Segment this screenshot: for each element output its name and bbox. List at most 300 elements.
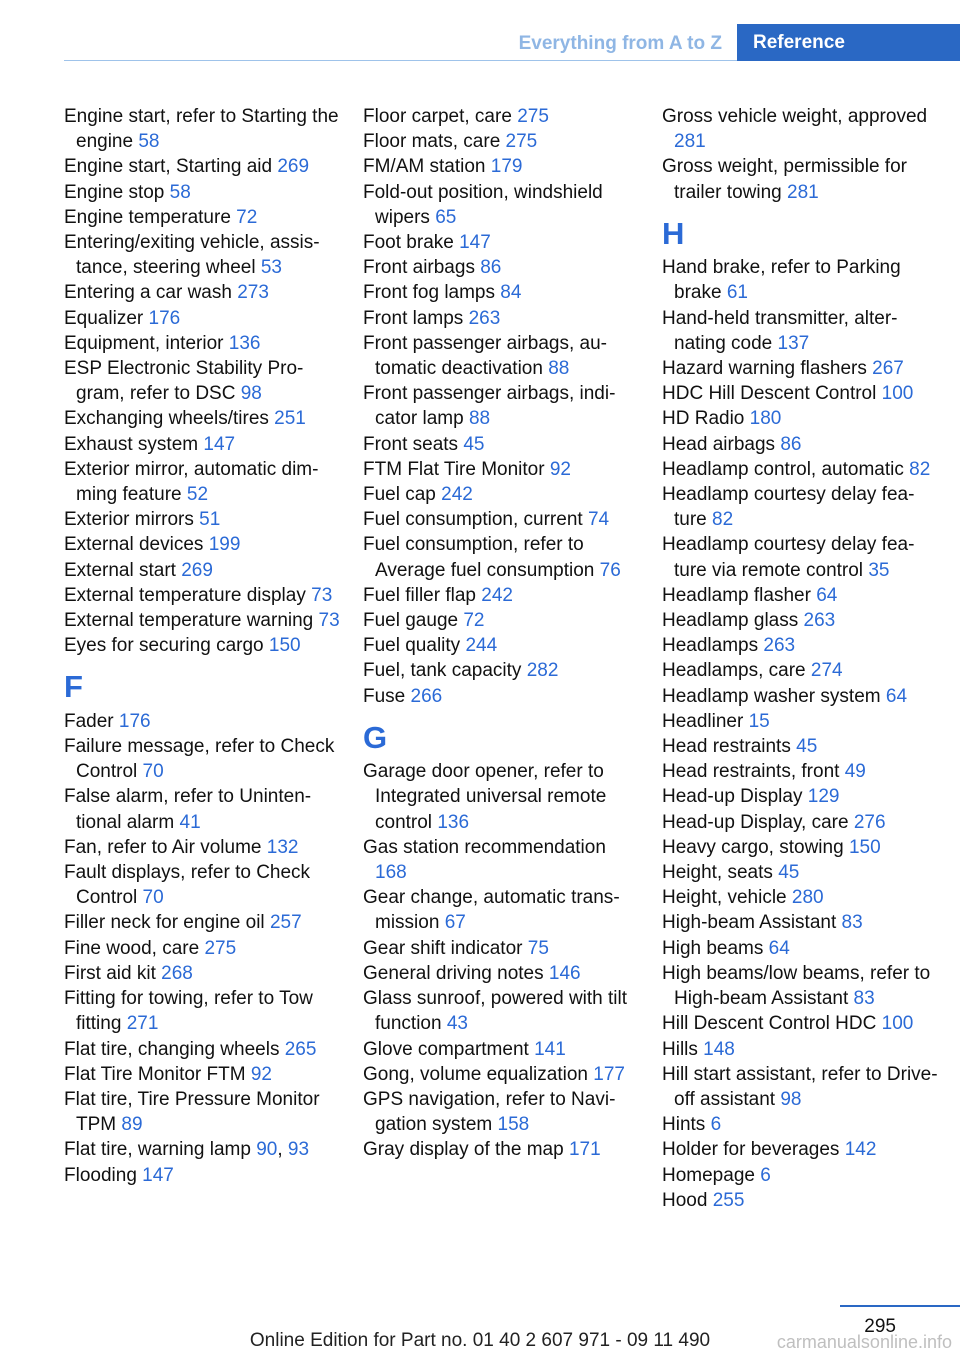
page-reference-link[interactable]: 86: [780, 433, 802, 455]
index-term: Garage door opener, refer to Integrated universal remote control: [363, 761, 607, 833]
index-term: Flat tire, Tire Pressure Monitor TPM: [64, 1088, 320, 1136]
index-entry: [64, 406, 342, 431]
page-reference-link[interactable]: 82: [712, 509, 734, 531]
page-reference-link[interactable]: 242: [441, 484, 473, 506]
index-entry: [662, 608, 940, 633]
index-term: Floor carpet, care: [363, 106, 512, 127]
index-entry: [363, 306, 641, 331]
index-entry: [64, 180, 342, 205]
page-reference-link[interactable]: 147: [459, 232, 491, 254]
index-term: Head airbags: [662, 433, 776, 455]
page-reference-link[interactable]: 136: [228, 332, 261, 354]
index-term: High beams: [662, 937, 764, 959]
index-entry: [64, 1087, 342, 1137]
index-entry: [363, 684, 641, 709]
index-entry: [64, 558, 342, 583]
page-reference-link[interactable]: 58: [169, 181, 191, 203]
page-reference-link[interactable]: 65: [435, 206, 457, 228]
index-term: Entering a car wash: [64, 282, 232, 304]
index-term: Flooding: [64, 1164, 137, 1186]
index-term: Fuel consumption, current: [363, 509, 583, 531]
page-reference-link[interactable]: 64: [768, 937, 790, 959]
page-reference-link[interactable]: 146: [548, 962, 581, 984]
index-entry: [662, 406, 940, 431]
footer-edition: Online Edition for Part no. 01 40 2 607 971 - 09 11 490: [249, 1330, 711, 1351]
page-reference-link[interactable]: 269: [181, 559, 213, 581]
page-reference-link[interactable]: 84: [500, 282, 522, 304]
index-entry: [363, 507, 641, 532]
index-term: Headlamps: [662, 635, 759, 657]
index-entry: [64, 331, 342, 356]
page-reference-link[interactable]: 64: [816, 584, 838, 606]
index-entry: [662, 709, 940, 734]
index-entry: [662, 482, 940, 532]
page-reference-link[interactable]: 92: [250, 1063, 272, 1085]
page-reference-link[interactable]: 98: [240, 383, 262, 405]
page-reference-link[interactable]: 129: [807, 786, 840, 808]
index-entry: [363, 961, 641, 986]
index-entry: [64, 280, 342, 305]
page-reference-link[interactable]: 6: [710, 1114, 722, 1136]
index-term: Head restraints: [662, 736, 791, 758]
page-reference-link[interactable]: 70: [142, 761, 164, 783]
index-term: Hand brake, refer to Parking brake: [662, 257, 901, 304]
index-entry: [64, 633, 342, 658]
page-reference-link[interactable]: 263: [803, 610, 836, 632]
index-entry: [662, 432, 940, 457]
index-term: Front seats: [363, 433, 459, 455]
index-entry: [363, 759, 641, 835]
index-term: Floor mats, care: [363, 131, 501, 153]
page-reference-link[interactable]: 179: [490, 156, 523, 178]
index-term: Flat tire, changing wheels: [64, 1038, 280, 1060]
page-reference-link[interactable]: 282: [526, 660, 559, 682]
index-term: Fold-out position, windshield wipers: [363, 181, 603, 228]
index-term: Exterior mirror, automatic dimming feature: [64, 458, 319, 506]
index-term: Height, seats: [662, 862, 773, 884]
page-reference-link[interactable]: 73: [311, 584, 333, 606]
index-term: Eyes for securing cargo: [64, 635, 264, 657]
page-reference-link[interactable]: 275: [204, 937, 237, 959]
index-term: Fault displays, refer to Check Control: [64, 862, 311, 909]
index-entry: [363, 658, 641, 683]
index-term: Head-up Display, care: [662, 811, 849, 833]
index-term: Fader: [64, 710, 114, 732]
page-reference-link[interactable]: 265: [284, 1038, 317, 1060]
index-entry: [64, 356, 342, 406]
page-reference-link[interactable]: 180: [749, 408, 782, 430]
page-reference-link[interactable]: 49: [844, 761, 866, 783]
index-entry: [363, 986, 641, 1036]
index-term: Fuel quality: [363, 635, 461, 657]
page-reference-link[interactable]: 35: [868, 559, 890, 581]
index-term: Headlamp control, automatic: [662, 458, 904, 480]
index-term: Gray display of the map: [363, 1139, 564, 1161]
index-term: Front lamps: [363, 307, 464, 329]
index-entry: [662, 457, 940, 482]
page-reference-link[interactable]: 281: [787, 181, 819, 203]
index-entry: [662, 1062, 940, 1112]
page-reference-link[interactable]: 93: [287, 1139, 310, 1161]
page-reference-link[interactable]: 268: [161, 962, 193, 984]
index-term: Front passenger airbags, automatic deactivation: [363, 332, 607, 380]
index-term: Fuel cap: [363, 484, 436, 506]
page-reference-link[interactable]: 269: [277, 156, 310, 178]
index-term: Fuse: [363, 685, 406, 707]
page-reference-link[interactable]: 100: [881, 1013, 914, 1035]
index-entry: [363, 255, 641, 280]
index-entry: [662, 1112, 940, 1137]
index-entry: [64, 507, 342, 532]
index-column-3: [662, 104, 940, 1213]
index-entry: [363, 457, 641, 482]
page-reference-link[interactable]: 83: [853, 988, 875, 1010]
index-term: Front fog lamps: [363, 282, 495, 304]
page-reference-link[interactable]: 45: [778, 862, 800, 884]
page-reference-link[interactable]: 280: [791, 887, 824, 909]
page-reference-link[interactable]: 263: [468, 307, 501, 329]
index-term: Headlamp glass: [662, 610, 799, 632]
page-reference-link[interactable]: 274: [810, 660, 843, 682]
index-entry: [64, 432, 342, 457]
index-entry: [64, 936, 342, 961]
index-entry: [363, 180, 641, 230]
index-term: Hand-held transmitter, alternating code: [662, 307, 898, 354]
index-term: Headlamps, care: [662, 660, 806, 682]
page-reference-link[interactable]: 98: [780, 1088, 802, 1110]
index-term: False alarm, refer to Unintentional alarm: [64, 786, 312, 833]
page-number-rule: [840, 1305, 960, 1307]
index-entry: [64, 104, 342, 154]
index-term: Front passenger airbags, indicator lamp: [363, 383, 616, 430]
index-term: Exterior mirrors: [64, 509, 194, 531]
page-reference-link[interactable]: 72: [236, 206, 258, 228]
index-entry: [363, 381, 641, 431]
page-reference-link[interactable]: 75: [527, 937, 549, 959]
page-reference-link[interactable]: 41: [179, 811, 201, 833]
index-entry: [64, 1037, 342, 1062]
page-reference-link[interactable]: 51: [199, 509, 221, 531]
page-reference-link[interactable]: 168: [375, 862, 407, 884]
index-entry: [64, 532, 342, 557]
index-term: Hills: [662, 1038, 698, 1060]
page-reference-link[interactable]: 92: [549, 458, 571, 480]
index-entry: [662, 1011, 940, 1036]
index-entry: [64, 608, 342, 633]
index-entry: [662, 583, 940, 608]
page-reference-link[interactable]: 52: [186, 484, 209, 506]
index-entry: [662, 306, 940, 356]
page-reference-link[interactable]: 67: [444, 912, 466, 934]
index-entry: [363, 230, 641, 255]
index-entry: [363, 331, 641, 381]
index-term: FTM Flat Tire Monitor: [363, 458, 545, 480]
page-reference-link[interactable]: 89: [121, 1114, 143, 1136]
index-term: Hints: [662, 1114, 706, 1136]
index-term: Fuel gauge: [363, 610, 459, 632]
page-reference-link[interactable]: 100: [881, 383, 914, 405]
index-term: Equalizer: [64, 307, 144, 329]
index-term: Headlamp courtesy delay feature via remote control: [662, 534, 915, 581]
index-term: High-beam Assistant: [662, 912, 837, 934]
page-reference-link[interactable]: 266: [410, 685, 443, 707]
index-entry: [363, 583, 641, 608]
page-reference-link[interactable]: 147: [203, 433, 236, 455]
page-reference-link[interactable]: 147: [142, 1164, 174, 1186]
index-term: Failure message, refer to Check Control: [64, 736, 335, 783]
page-reference-link[interactable]: 90: [256, 1139, 278, 1161]
page-reference-link[interactable]: 263: [763, 635, 796, 657]
index-entry: [662, 1137, 940, 1162]
page-reference-link[interactable]: 72: [463, 610, 485, 632]
page-reference-link[interactable]: 150: [268, 635, 301, 657]
index-entry: [662, 104, 940, 154]
index-entry: [64, 154, 342, 179]
index-term: Fuel, tank capacity: [363, 660, 522, 682]
page-reference-link[interactable]: 148: [703, 1038, 735, 1060]
index-term: Glove compartment: [363, 1038, 529, 1060]
index-entry: [363, 633, 641, 658]
index-entry: [662, 1037, 940, 1062]
index-entry: [64, 709, 342, 734]
page-reference-link[interactable]: 150: [848, 836, 881, 858]
index-entry: [363, 608, 641, 633]
index-term: Head-up Display: [662, 786, 803, 808]
index-entry: [64, 986, 342, 1036]
index-term: ESP Electronic Stability Program, refer to DSC: [64, 358, 304, 405]
index-term: Gear change, automatic transmission: [363, 887, 620, 934]
page-reference-link[interactable]: 276: [853, 811, 886, 833]
index-term: Fuel filler flap: [363, 584, 476, 606]
page-reference-link[interactable]: 76: [599, 559, 621, 581]
header-section-title: Everything from A to Z: [518, 33, 722, 54]
index-entry: [64, 1163, 342, 1188]
index-entry: [363, 154, 641, 179]
page-reference-link[interactable]: 244: [465, 635, 498, 657]
index-entry: [363, 532, 641, 582]
page-reference-link[interactable]: 177: [593, 1063, 625, 1085]
page-reference-link[interactable]: 61: [726, 282, 748, 304]
page-reference-link[interactable]: 271: [126, 1013, 159, 1035]
index-entry: [662, 532, 940, 582]
index-term: FM/AM station: [363, 156, 486, 178]
index-entry: [363, 104, 641, 129]
index-term: Filler neck for engine oil: [64, 912, 265, 934]
index-entry: [363, 129, 641, 154]
index-term: Exhaust system: [64, 433, 199, 455]
index-term: Headlamp washer system: [662, 685, 881, 707]
index-entry: [64, 1062, 342, 1087]
index-term: External start: [64, 559, 176, 581]
index-term: General driving notes: [363, 962, 544, 984]
page-reference-link[interactable]: 242: [481, 584, 513, 606]
page-reference-link[interactable]: 273: [237, 282, 269, 304]
index-entry: [363, 1137, 641, 1162]
index-entry: [662, 633, 940, 658]
page-reference-link[interactable]: 70: [142, 887, 164, 909]
index-term: External temperature warning: [64, 610, 314, 632]
index-entry: [662, 356, 940, 381]
index-entry: [64, 961, 342, 986]
index-term: Flat Tire Monitor FTM: [64, 1063, 246, 1085]
index-term: Engine temperature: [64, 206, 231, 228]
page-number: 295: [864, 1316, 896, 1337]
page-reference-link[interactable]: 45: [796, 736, 818, 758]
page-reference-link[interactable]: 6: [760, 1164, 771, 1186]
index-term: Glass sunroof, powered with tilt function: [363, 988, 628, 1035]
page-reference-link[interactable]: 251: [274, 408, 306, 430]
index-entry: [662, 684, 940, 709]
index-term: Engine start, refer to Starting the engine: [64, 106, 339, 153]
index-entry: [363, 1062, 641, 1087]
page-reference-link[interactable]: 141: [534, 1038, 566, 1060]
page-reference-link[interactable]: 88: [548, 358, 570, 380]
page-reference-link[interactable]: 53: [260, 257, 282, 279]
index-entry: [363, 432, 641, 457]
index-entry: [662, 734, 940, 759]
index-term: Gross weight, permissible for trailer towing: [662, 156, 907, 203]
index-entry: [662, 1163, 940, 1188]
index-term: Fine wood, care: [64, 937, 200, 959]
page-reference-link[interactable]: 64: [885, 685, 908, 707]
index-term: Gross vehicle weight, approved: [662, 106, 928, 127]
section-letter: G: [363, 719, 388, 755]
index-entry: [662, 885, 940, 910]
page-reference-link[interactable]: 176: [118, 710, 151, 732]
index-entry: [64, 583, 342, 608]
page-reference-link[interactable]: 83: [841, 912, 863, 934]
index-term: Exchanging wheels/tires: [64, 408, 269, 430]
index-entry: [662, 255, 940, 305]
page-reference-link[interactable]: 142: [844, 1139, 877, 1161]
index-term: Gear shift indicator: [363, 937, 523, 959]
index-term: Headlamp flasher: [662, 584, 811, 606]
page-reference-link[interactable]: 82: [909, 458, 931, 480]
page-reference-link[interactable]: 73: [318, 610, 340, 632]
index-entry: [64, 205, 342, 230]
index-term: Hazard warning flashers: [662, 358, 867, 380]
index-entry: [64, 734, 342, 784]
index-term: Equipment, interior: [64, 332, 224, 354]
index-entry: [363, 1087, 641, 1137]
index-term: Fan, refer to Air volume: [64, 836, 262, 858]
page-reference-link[interactable]: 74: [587, 509, 610, 531]
index-term: Homepage: [662, 1164, 755, 1186]
index-term: High beams/low beams, refer to High-beam Assistant: [662, 962, 931, 1010]
index-entry: [64, 910, 342, 935]
section-letter: H: [662, 215, 685, 251]
index-term: Holder for beverages: [662, 1139, 840, 1161]
index-entry: [662, 759, 940, 784]
index-term: HD Radio: [662, 408, 745, 430]
index-column-2: [363, 104, 641, 1163]
index-term: Flat tire, warning lamp: [64, 1139, 251, 1161]
index-entry: [662, 784, 940, 809]
index-term: Foot brake: [363, 232, 454, 254]
index-entry: [363, 482, 641, 507]
index-entry: Flat tire, warning lamp 90, 93: [64, 1139, 310, 1161]
page-reference-link[interactable]: 137: [777, 332, 810, 354]
index-term: Front airbags: [363, 257, 475, 279]
index-entry: [363, 835, 641, 885]
page-reference-link[interactable]: 132: [266, 836, 299, 858]
page-reference-link[interactable]: 176: [148, 307, 181, 329]
page-reference-link[interactable]: 281: [674, 131, 706, 153]
index-column-1: [64, 104, 342, 1188]
index-term: Engine start, Starting aid: [64, 156, 273, 178]
page-reference-link[interactable]: 255: [712, 1189, 745, 1211]
index-term: Headlamp courtesy delay feature: [662, 484, 915, 531]
index-entry: [64, 457, 342, 507]
index-entry: [363, 280, 641, 305]
index-entry: [662, 154, 940, 204]
page-reference-link[interactable]: 158: [497, 1114, 530, 1136]
page-reference-link[interactable]: 267: [872, 358, 904, 380]
index-entry: [662, 810, 940, 835]
page-reference-link[interactable]: 58: [138, 131, 160, 153]
index-term: External devices: [64, 534, 204, 556]
page-reference-link[interactable]: 275: [505, 131, 538, 153]
index-entry: [662, 658, 940, 683]
index-entry: [64, 306, 342, 331]
index-entry: [363, 936, 641, 961]
page-reference-link[interactable]: 88: [468, 408, 491, 430]
page-reference-link[interactable]: 15: [748, 710, 770, 732]
index-entry: [64, 835, 342, 860]
page-reference-link[interactable]: 199: [208, 534, 241, 556]
index-entry: [662, 936, 940, 961]
index-term: HDC Hill Descent Control: [662, 383, 877, 405]
index-term: Headliner: [662, 710, 744, 732]
index-term: Fuel consumption, refer to Average fuel consumption: [363, 534, 595, 581]
index-term: Gong, volume equalization: [363, 1063, 588, 1085]
page-reference-link[interactable]: 136: [437, 811, 470, 833]
index-term: Engine stop: [64, 181, 165, 203]
page-reference-link[interactable]: 45: [463, 433, 485, 455]
index-entry: [64, 860, 342, 910]
index-term: External temperature display: [64, 584, 306, 606]
index-term: Hill start assistant, refer to Drive-off assistant: [662, 1063, 938, 1110]
index-term: GPS navigation, refer to Navigation system: [363, 1088, 616, 1136]
watermark: carmanualsonline.info: [776, 1332, 952, 1352]
index-entry: [662, 910, 940, 935]
index-term: Hill Descent Control HDC: [662, 1013, 877, 1035]
index-entry: [662, 1188, 940, 1213]
index-term: Gas station recommendation: [363, 836, 606, 858]
index-term: Head restraints, front: [662, 761, 840, 783]
page-reference-link[interactable]: 43: [446, 1013, 468, 1035]
index-entry: [662, 835, 940, 860]
index-entry: [662, 860, 940, 885]
index-term: Hood: [662, 1189, 708, 1211]
section-letter: F: [64, 669, 83, 705]
index-term: Fitting for towing, refer to Tow fitting: [64, 988, 313, 1035]
index-entry: [662, 961, 940, 1011]
index-term: First aid kit: [64, 962, 156, 984]
page-reference-link[interactable]: 171: [568, 1139, 601, 1161]
index-entry: [662, 381, 940, 406]
page-reference-link[interactable]: 86: [480, 257, 502, 279]
index-term: Heavy cargo, stowing: [662, 836, 844, 858]
index-term: Height, vehicle: [662, 887, 787, 909]
index-entry: [64, 230, 342, 280]
index-term: Entering/exiting vehicle, assistance, steering wheel: [64, 232, 320, 279]
header-reference-tab: Reference: [737, 24, 960, 61]
index-entry: [363, 1037, 641, 1062]
page-reference-link[interactable]: 275: [517, 106, 549, 127]
page-reference-link[interactable]: 257: [269, 912, 302, 934]
index-entry: [363, 885, 641, 935]
